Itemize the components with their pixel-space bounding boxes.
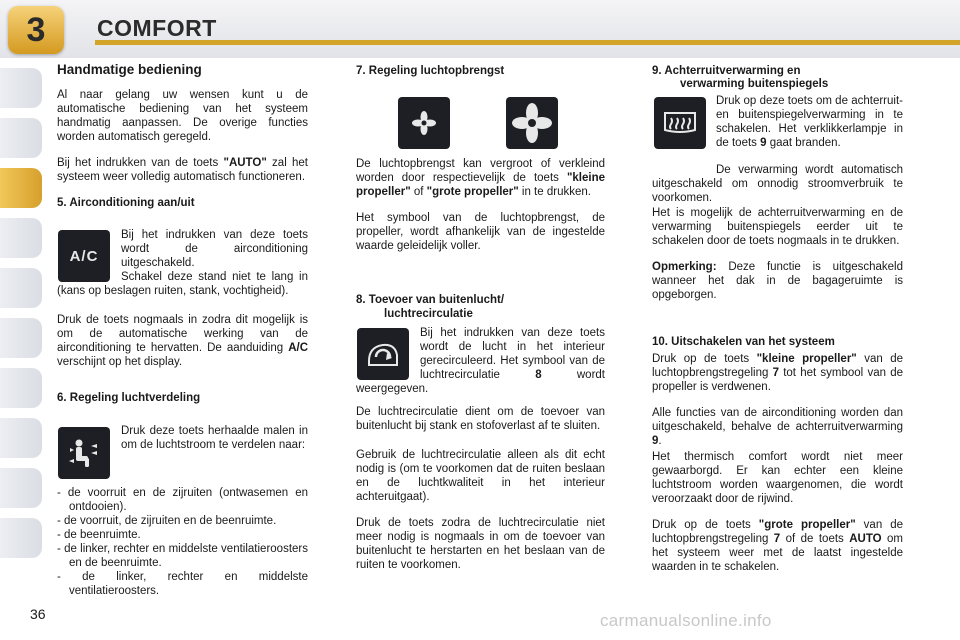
- list-item: - de voorruit en de zijruiten (ontwasemen en ontdooien).: [57, 487, 308, 513]
- section-9-text-3: Het is mogelijk de achterruitverwarming en de verwarming buitenspiegels eerder uit te schakelen door de toets nogmaals in te drukken.: [652, 207, 903, 247]
- section-10-text-3: Het thermisch comfort wordt niet meer gewaarborgd. Er kan echter een kleine luchtstroom worden waargenomen, die wordt veroorzaakt door de rijwind.: [652, 451, 903, 505]
- chapter-tab-7[interactable]: [0, 368, 42, 408]
- section-title: Handmatige bediening: [57, 62, 202, 77]
- list-item: - de linker, rechter en middelste ventilatieroosters en de beenruimte.: [57, 543, 308, 569]
- section-8-text-3: Gebruik de luchtrecirculatie alleen als dit echt nodig is (om te voorkomen dat de ruiten beslaan en de luchtkwaliteit in het interieur achteruitgaat).: [356, 449, 605, 503]
- section-8-title-2: luchtrecirculatie: [384, 308, 473, 320]
- large-fan-icon: [506, 97, 558, 149]
- chapter-tab-2[interactable]: [0, 118, 42, 158]
- section-10-text-4: Druk op de toets "grote propeller" van de luchtopbrengstregeling 7 of de toets AUTO om het systeem weer met de laatst ingestelde waarden in te schakelen.: [652, 519, 904, 573]
- distribution-list: [57, 486, 308, 598]
- chapter-tab-6[interactable]: [0, 318, 42, 358]
- section-5-text-1: Bij het indrukken van deze toets wordt de airconditioning uitgeschakeld.: [121, 229, 308, 269]
- section-7-title: 7. Regeling luchtopbrengst: [356, 65, 505, 77]
- header-rule: [95, 40, 960, 45]
- section-8-text-4: Druk de toets zodra de luchtrecirculatie niet meer nodig is nogmaals in om de toevoer van buitenlucht te herstarten en het beslaan van de ruiten te voorkomen.: [356, 517, 605, 571]
- icon-spacer: [356, 326, 420, 382]
- list-item: - de beenruimte.: [57, 529, 141, 541]
- small-fan-icon: [398, 97, 450, 149]
- ac-button-icon: A/C: [58, 230, 110, 282]
- section-9-note: Opmerking: Deze functie is uitgeschakeld wanneer het dak in de bagageruimte is opgeborgen.: [652, 261, 903, 301]
- section-7-text-1: De luchtopbrengst kan vergroot of verkleind worden door respectievelijk de toets "kleine propeller" of "grote propeller" in te drukken.: [356, 158, 605, 198]
- page-number: 36: [30, 606, 46, 622]
- chapter-tab-3-active[interactable]: [0, 168, 42, 208]
- chapter-tab-10[interactable]: [0, 518, 42, 558]
- intro-paragraph: Al naar gelang uw wensen kunt u de automatische bediening van het systeem handmatig aanpassen. De overige functies worden automatisch geregeld.: [57, 89, 308, 143]
- section-10-text-1: Druk op de toets "kleine propeller" van de luchtopbrengstregeling 7 tot het symbool van de propeller is verdwenen.: [652, 353, 903, 393]
- chapter-tab-1[interactable]: [0, 68, 42, 108]
- section-8-text-1: Bij het indrukken van deze toets wordt de lucht in het interieur gerecirculeerd. Het symbool van de luchtrecirculatie 8 wordt weergegeven.: [356, 327, 605, 395]
- chapter-tab-9[interactable]: [0, 468, 42, 508]
- air-distribution-icon: [58, 427, 110, 479]
- chapter-title: COMFORT: [97, 15, 217, 41]
- section-7-text-2: Het symbool van de luchtopbrengst, de propeller, wordt afhankelijk van de ingestelde waarde geleidelijk voller.: [356, 212, 605, 252]
- section-5-text-3: Druk de toets nogmaals in zodra dit mogelijk is om de automatische werking van de airconditioning te hervatten. De aanduiding A/C verschijnt op het display.: [57, 314, 308, 368]
- section-6-text: Druk deze toets herhaalde malen in om de luchtstroom te verdelen naar:: [121, 425, 308, 451]
- section-8-title-1: 8. Toevoer van buitenlucht/: [356, 294, 505, 306]
- section-5-title: 5. Airconditioning aan/uit: [57, 197, 195, 209]
- chapter-tab-5[interactable]: [0, 268, 42, 308]
- auto-paragraph: Bij het indrukken van de toets "AUTO" zal het systeem weer volledig automatisch functioneren.: [57, 157, 308, 183]
- chapter-badge: 3: [8, 6, 64, 54]
- section-9-title-1: 9. Achterruitverwarming en: [652, 65, 801, 77]
- section-9-title-2: verwarming buitenspiegels: [680, 78, 829, 90]
- section-10-title: 10. Uitschakelen van het systeem: [652, 336, 835, 348]
- icon-spacer: [652, 94, 716, 164]
- section-5-text-2: Schakel deze stand niet te lang in (kans op beslagen ruiten, stank, vochtigheid).: [57, 271, 308, 297]
- list-item: - de voorruit, de zijruiten en de beenruimte.: [57, 515, 277, 527]
- section-9-text-2: De verwarming wordt automatisch uitgeschakeld om onnodig stroomverbruik te voorkomen.: [652, 164, 903, 204]
- section-9-text-1: Druk op deze toets om de achterruit- en buitenspiegelverwarming in te schakelen. Het verklikkerlampje in de toets 9 gaat branden.: [652, 94, 903, 164]
- chapter-tab-4[interactable]: [0, 218, 42, 258]
- section-6-title: 6. Regeling luchtverdeling: [57, 392, 201, 404]
- list-item: - de linker, rechter en middelste ventilatieroosters.: [57, 571, 308, 597]
- section-10-text-2: Alle functies van de airconditioning worden dan uitgeschakeld, behalve de achterruitverwarming 9.: [652, 407, 903, 447]
- section-8-text-2: De luchtrecirculatie dient om de toevoer van buitenlucht bij stank en stofoverlast af te sluiten.: [356, 406, 605, 432]
- watermark: carmanualsonline.info: [600, 611, 772, 630]
- chapter-tab-8[interactable]: [0, 418, 42, 458]
